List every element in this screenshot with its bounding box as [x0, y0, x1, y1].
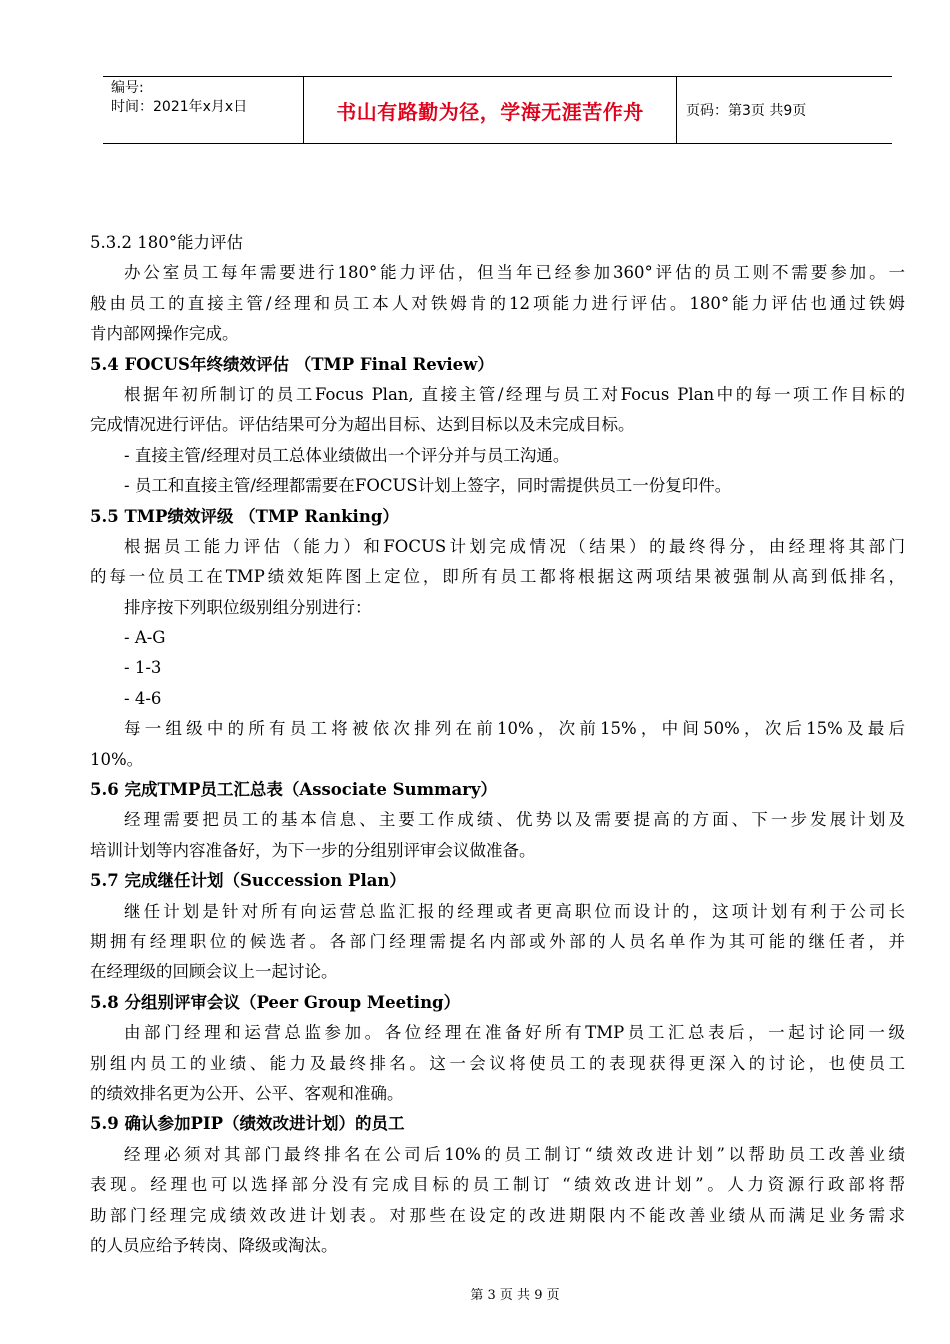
paragraph-line: 根据年初所制订的员工Focus Plan, 直接主管/经理与员工对Focus Plan中的每一项工作目标的 [124, 384, 905, 404]
paragraph-line: 期拥有经理职位的候选者。各部门经理需提名内部或外部的人员名单作为其可能的继任者，并 [90, 931, 905, 951]
paragraph-line: 在经理级的回顾会议上一起讨论。 [90, 962, 338, 982]
paragraph-line: 办公室员工每年需要进行180°能力评估，但当年已经参加360°评估的员工则不需要参加。一 [124, 263, 905, 283]
paragraph-line: 培训计划等内容准备好，为下一步的分组别评审会议做准备。 [90, 840, 536, 860]
header-page-info: 页码：第3页 共9页 [686, 103, 807, 119]
paragraph-line: 完成情况进行评估。评估结果可分为超出目标、达到目标以及未完成目标。 [90, 415, 635, 435]
paragraph-line: 经理必须对其部门最终排名在公司后10%的员工制订“绩效改进计划”以帮助员工改善业绩 [124, 1144, 905, 1164]
paragraph-line: 别组内员工的业绩、能力及最终排名。这一会议将使员工的表现获得更深入的讨论，也使员工 [90, 1053, 905, 1073]
paragraph-line: 的人员应给予转岗、降级或淘汰。 [90, 1235, 338, 1255]
paragraph-line: 由部门经理和运营总监参加。各位经理在准备好所有TMP员工汇总表后，一起讨论同一级 [124, 1023, 905, 1043]
paragraph-line: 排序按下列职位级别组分别进行： [124, 597, 372, 617]
subsection-heading: 5.3.2 180°能力评估 [90, 233, 243, 252]
document-date: 时间：2021年x月x日 [111, 99, 248, 115]
list-item: - 员工和直接主管/经理都需要在FOCUS计划上签字，同时需提供员工一份复印件。 [124, 476, 732, 496]
section-heading: 5.7 完成继任计划（Succession Plan） [90, 871, 406, 891]
paragraph-line: 表现。经理也可以选择部分没有完成目标的员工制订 “绩效改进计划”。人力资源行政部将帮 [90, 1175, 905, 1195]
paragraph-line: 助部门经理完成绩效改进计划表。对那些在设定的改进期限内不能改善业绩从而满足业务需求 [90, 1205, 905, 1225]
document-number-label: 编号: [111, 80, 144, 96]
page-footer: 第 3 页 共 9 页 [470, 1288, 560, 1303]
paragraph-line: 每一组级中的所有员工将被依次排列在前10%，次前15%，中间50%，次后15%及最后 [124, 719, 905, 739]
paragraph-line: 10%。 [90, 749, 144, 769]
list-item: - 1-3 [124, 658, 162, 678]
paragraph-line: 肯内部网操作完成。 [90, 324, 239, 344]
section-heading: 5.8 分组别评审会议（Peer Group Meeting） [90, 992, 461, 1012]
header-meta [111, 79, 301, 117]
paragraph-line: 继任计划是针对所有向运营总监汇报的经理或者更高职位而设计的，这项计划有利于公司长 [124, 901, 905, 921]
section-heading: 5.4 FOCUS年终绩效评估 （TMP Final Review） [90, 354, 494, 374]
paragraph-line: 经理需要把员工的基本信息、主要工作成绩、优势以及需要提高的方面、下一步发展计划及 [124, 810, 905, 830]
header-motto: 书山有路勤为径，学海无涯苦作舟 [336, 99, 644, 124]
paragraph-line: 根据员工能力评估（能力）和FOCUS计划完成情况（结果）的最终得分，由经理将其部门 [124, 536, 905, 556]
paragraph-line: 的每一位员工在TMP绩效矩阵图上定位，即所有员工都将根据这两项结果被强制从高到低排名， [90, 567, 905, 587]
document-body [90, 228, 905, 1261]
paragraph-line: 般由员工的直接主管/经理和员工本人对铁姆肯的12项能力进行评估。180°能力评估也通过铁姆 [90, 293, 905, 313]
list-item: - 直接主管/经理对员工总体业绩做出一个评分并与员工沟通。 [124, 445, 570, 465]
list-item: - A-G [124, 628, 166, 648]
section-heading: 5.5 TMP绩效评级 （TMP Ranking） [90, 506, 399, 526]
paragraph-line: 的绩效排名更为公开、公平、客观和准确。 [90, 1083, 404, 1103]
page-header [103, 76, 892, 144]
header-divider [676, 77, 677, 143]
section-heading: 5.9 确认参加PIP（绩效改进计划）的员工 [90, 1114, 405, 1134]
list-item: - 4-6 [124, 688, 162, 708]
section-heading: 5.6 完成TMP员工汇总表（Associate Summary） [90, 780, 497, 800]
